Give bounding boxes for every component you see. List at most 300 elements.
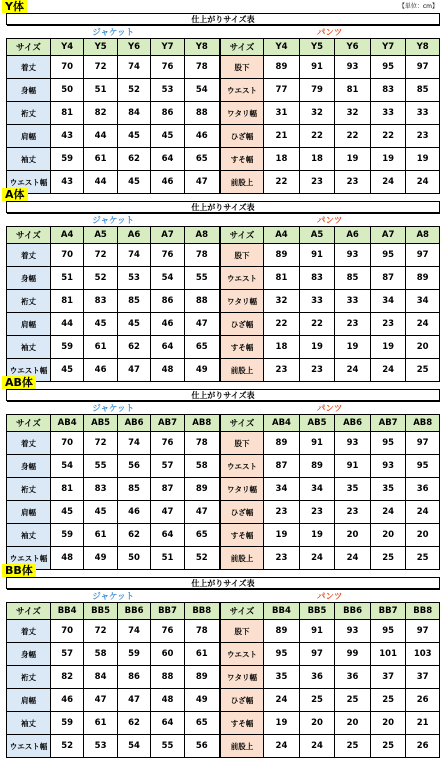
pants-value-cell: 89 [406,267,440,290]
jacket-value-cell: 78 [184,56,220,79]
table-title: 仕上がりサイズ表 [6,201,440,213]
section-label: A体 [2,188,28,201]
pants-value-cell: 91 [335,455,371,478]
table-row [7,432,440,455]
pants-value-cell: 25 [370,547,406,570]
pants-measure-label: 前股上 [220,359,264,382]
jacket-value-cell: 49 [184,359,220,382]
pants-size-header: BB5 [299,603,335,620]
pants-value-cell: 24 [406,501,440,524]
pants-value-cell: 81 [335,79,371,102]
jacket-measure-label: ウエスト幅 [7,171,51,194]
group-jacket: ジャケット [7,590,220,603]
pants-measure-label: すそ幅 [220,712,264,735]
jacket-size-header: A4 [50,227,83,244]
pants-value-cell: 25 [370,735,406,758]
table-row [7,501,440,524]
pants-value-cell: 18 [299,148,335,171]
table-row [7,102,440,125]
group-row [7,26,440,39]
jacket-value-cell: 47 [117,689,150,712]
pants-measure-label: ワタリ幅 [220,102,264,125]
table-row [7,267,440,290]
pants-value-cell: 33 [299,290,335,313]
pants-value-cell: 93 [335,56,371,79]
pants-value-cell: 93 [370,455,406,478]
jacket-value-cell: 76 [151,56,184,79]
group-row [7,214,440,227]
jacket-value-cell: 45 [117,313,150,336]
pants-value-cell: 22 [264,171,300,194]
jacket-value-cell: 59 [117,643,150,666]
pants-value-cell: 85 [406,79,440,102]
jacket-size-header: A7 [151,227,184,244]
jacket-value-cell: 81 [50,102,83,125]
pants-value-cell: 23 [370,313,406,336]
jacket-measure-label: 肩幅 [7,125,51,148]
jacket-value-cell: 47 [184,501,220,524]
jacket-value-cell: 53 [84,735,117,758]
jacket-value-cell: 48 [151,689,184,712]
size-header-row [7,603,440,620]
table-row [7,455,440,478]
jacket-value-cell: 70 [50,432,83,455]
table-row [7,125,440,148]
pants-value-cell: 95 [264,643,300,666]
pants-value-cell: 20 [335,712,371,735]
pants-measure-label: ウエスト [220,267,264,290]
pants-measure-label: 股下 [220,56,264,79]
pants-value-cell: 32 [264,290,300,313]
pants-value-cell: 24 [370,501,406,524]
pants-measure-label: ウエスト [220,455,264,478]
pants-measure-label: ウエスト [220,79,264,102]
pants-value-cell: 93 [335,244,371,267]
pants-value-cell: 25 [370,689,406,712]
jacket-value-cell: 83 [84,290,117,313]
pants-value-cell: 93 [335,620,371,643]
jacket-value-cell: 70 [50,244,83,267]
jacket-value-cell: 58 [84,643,117,666]
pants-measure-label: ワタリ幅 [220,666,264,689]
table-row [7,712,440,735]
jacket-value-cell: 43 [50,125,83,148]
jacket-value-cell: 61 [84,148,117,171]
jacket-value-cell: 82 [84,102,117,125]
pants-value-cell: 18 [264,148,300,171]
pants-measure-label: 股下 [220,432,264,455]
table-row [7,148,440,171]
jacket-value-cell: 46 [184,125,220,148]
jacket-value-cell: 64 [151,336,184,359]
jacket-value-cell: 88 [151,666,184,689]
jacket-value-cell: 74 [117,620,150,643]
pants-size-header: Y4 [264,39,300,56]
group-jacket: ジャケット [7,26,220,39]
pants-value-cell: 24 [406,171,440,194]
table-row [7,79,440,102]
jacket-value-cell: 43 [50,171,83,194]
jacket-measure-label: 着丈 [7,620,51,643]
jacket-value-cell: 47 [184,171,220,194]
jacket-value-cell: 45 [151,125,184,148]
pants-value-cell: 20 [370,712,406,735]
pants-value-cell: 95 [370,56,406,79]
pants-size-header: AB8 [406,415,440,432]
jacket-value-cell: 88 [184,102,220,125]
pants-value-cell: 20 [406,336,440,359]
jacket-size-header: AB6 [117,415,150,432]
table-row [7,478,440,501]
jacket-value-cell: 58 [184,455,220,478]
jacket-size-header: A5 [84,227,117,244]
pants-value-cell: 91 [299,56,335,79]
jacket-value-cell: 78 [184,432,220,455]
pants-measure-label: ワタリ幅 [220,290,264,313]
jacket-value-cell: 44 [84,171,117,194]
pants-value-cell: 99 [335,643,371,666]
pants-value-cell: 20 [299,712,335,735]
jacket-value-cell: 47 [84,689,117,712]
pants-size-header: A7 [370,227,406,244]
jacket-value-cell: 54 [151,267,184,290]
jacket-value-cell: 48 [151,359,184,382]
jacket-measure-label: 肩幅 [7,313,51,336]
pants-value-cell: 31 [264,102,300,125]
pants-value-cell: 22 [370,125,406,148]
section-label: BB体 [2,564,36,577]
jacket-value-cell: 72 [84,620,117,643]
pants-value-cell: 33 [406,102,440,125]
group-pants: パンツ [220,214,440,227]
pants-value-cell: 91 [299,620,335,643]
jacket-value-cell: 70 [50,620,83,643]
pants-value-cell: 24 [335,359,371,382]
pants-value-cell: 33 [335,290,371,313]
pants-value-cell: 97 [406,620,440,643]
jacket-value-cell: 49 [84,547,117,570]
group-pants: パンツ [220,26,440,39]
jacket-value-cell: 52 [84,267,117,290]
pants-size-header: BB8 [406,603,440,620]
table-row [7,359,440,382]
pants-value-cell: 87 [264,455,300,478]
jacket-value-cell: 50 [117,547,150,570]
jacket-value-cell: 61 [184,643,220,666]
size-table [6,213,440,382]
pants-value-cell: 23 [264,359,300,382]
pants-value-cell: 25 [335,689,371,712]
jacket-value-cell: 72 [84,432,117,455]
pants-value-cell: 19 [299,524,335,547]
size-section [6,13,440,194]
jacket-measure-label: ウエスト幅 [7,547,51,570]
jacket-value-cell: 57 [50,643,83,666]
pants-value-cell: 89 [299,455,335,478]
jacket-value-cell: 72 [84,56,117,79]
pants-value-cell: 37 [406,666,440,689]
jacket-value-cell: 86 [151,290,184,313]
pants-measure-label: 前股上 [220,547,264,570]
jacket-value-cell: 64 [151,148,184,171]
jacket-value-cell: 76 [151,432,184,455]
jacket-value-cell: 51 [50,267,83,290]
pants-value-cell: 87 [370,267,406,290]
pants-value-cell: 23 [264,501,300,524]
pants-value-cell: 83 [299,267,335,290]
jacket-size-header: AB7 [151,415,184,432]
jacket-value-cell: 54 [50,455,83,478]
pants-value-cell: 19 [406,148,440,171]
pants-value-cell: 22 [299,125,335,148]
pants-value-cell: 23 [406,125,440,148]
jacket-value-cell: 56 [117,455,150,478]
pants-value-cell: 20 [335,524,371,547]
section-label: AB体 [2,376,36,389]
pants-value-cell: 95 [370,244,406,267]
pants-size-header: BB6 [335,603,371,620]
pants-measure-label: 前股上 [220,171,264,194]
jacket-value-cell: 72 [84,244,117,267]
jacket-value-cell: 44 [84,125,117,148]
pants-measure-label: ひざ幅 [220,501,264,524]
pants-value-cell: 24 [299,735,335,758]
jacket-value-cell: 46 [50,689,83,712]
jacket-value-cell: 51 [151,547,184,570]
pants-value-cell: 79 [299,79,335,102]
pants-value-cell: 91 [299,244,335,267]
jacket-value-cell: 85 [117,478,150,501]
pants-value-cell: 19 [299,336,335,359]
pants-measure-label: すそ幅 [220,148,264,171]
jacket-value-cell: 89 [184,666,220,689]
jacket-measure-label: 袖丈 [7,524,51,547]
jacket-size-header: Y7 [151,39,184,56]
jacket-value-cell: 54 [117,735,150,758]
group-pants: パンツ [220,402,440,415]
table-row [7,171,440,194]
jacket-size-header: AB8 [184,415,220,432]
pants-value-cell: 23 [299,171,335,194]
jacket-value-cell: 45 [84,501,117,524]
pants-measure-label: ワタリ幅 [220,478,264,501]
pants-value-cell: 22 [264,313,300,336]
jacket-value-cell: 59 [50,336,83,359]
pants-value-cell: 37 [370,666,406,689]
pants-value-cell: 34 [264,478,300,501]
pants-value-cell: 23 [299,501,335,524]
jacket-value-cell: 56 [184,735,220,758]
pants-size-header: AB4 [264,415,300,432]
jacket-measure-label: 着丈 [7,432,51,455]
jacket-value-cell: 64 [151,712,184,735]
unit-note: 【単位：cm】 [398,3,438,10]
jacket-value-cell: 46 [151,313,184,336]
jacket-value-cell: 65 [184,524,220,547]
pants-value-cell: 22 [335,125,371,148]
table-row [7,666,440,689]
pants-value-cell: 25 [406,359,440,382]
jacket-value-cell: 46 [151,171,184,194]
size-label: サイズ [220,603,264,620]
jacket-size-header: Y4 [50,39,83,56]
pants-value-cell: 97 [406,244,440,267]
jacket-measure-label: 裄丈 [7,290,51,313]
pants-size-header: Y6 [335,39,371,56]
jacket-value-cell: 59 [50,524,83,547]
pants-size-header: Y7 [370,39,406,56]
table-row [7,244,440,267]
pants-size-header: AB7 [370,415,406,432]
jacket-size-header: BB7 [151,603,184,620]
size-label: サイズ [7,39,51,56]
pants-value-cell: 36 [406,478,440,501]
pants-value-cell: 23 [335,313,371,336]
pants-value-cell: 21 [264,125,300,148]
pants-value-cell: 36 [335,666,371,689]
pants-value-cell: 35 [370,478,406,501]
jacket-value-cell: 46 [84,359,117,382]
jacket-size-header: BB4 [50,603,83,620]
pants-value-cell: 83 [370,79,406,102]
pants-value-cell: 32 [335,102,371,125]
jacket-size-header: Y5 [84,39,117,56]
jacket-value-cell: 55 [184,267,220,290]
pants-value-cell: 25 [335,735,371,758]
table-title: 仕上がりサイズ表 [6,389,440,401]
jacket-value-cell: 52 [184,547,220,570]
jacket-measure-label: 袖丈 [7,148,51,171]
size-header-row [7,39,440,56]
jacket-value-cell: 55 [151,735,184,758]
jacket-measure-label: 袖丈 [7,712,51,735]
jacket-value-cell: 85 [117,290,150,313]
group-row [7,590,440,603]
table-row [7,547,440,570]
jacket-value-cell: 53 [151,79,184,102]
jacket-value-cell: 61 [84,336,117,359]
pants-value-cell: 24 [299,547,335,570]
size-label: サイズ [220,415,264,432]
jacket-value-cell: 87 [151,478,184,501]
size-table [6,401,440,570]
pants-value-cell: 35 [264,666,300,689]
jacket-value-cell: 84 [117,102,150,125]
jacket-value-cell: 52 [117,79,150,102]
jacket-value-cell: 86 [117,666,150,689]
jacket-measure-label: ウエスト幅 [7,735,51,758]
table-title: 仕上がりサイズ表 [6,577,440,589]
pants-value-cell: 19 [370,148,406,171]
jacket-size-header: Y6 [117,39,150,56]
jacket-value-cell: 74 [117,432,150,455]
size-table [6,589,440,758]
jacket-value-cell: 45 [84,313,117,336]
pants-size-header: A4 [264,227,300,244]
pants-value-cell: 23 [264,547,300,570]
pants-value-cell: 97 [299,643,335,666]
pants-value-cell: 25 [299,689,335,712]
jacket-value-cell: 88 [184,290,220,313]
jacket-measure-label: 袖丈 [7,336,51,359]
jacket-measure-label: 着丈 [7,244,51,267]
pants-value-cell: 19 [264,712,300,735]
pants-value-cell: 89 [264,56,300,79]
jacket-size-header: A6 [117,227,150,244]
jacket-value-cell: 54 [184,79,220,102]
pants-value-cell: 19 [335,148,371,171]
pants-value-cell: 26 [406,735,440,758]
jacket-value-cell: 46 [117,501,150,524]
table-row [7,336,440,359]
jacket-value-cell: 65 [184,712,220,735]
pants-measure-label: 前股上 [220,735,264,758]
jacket-measure-label: 肩幅 [7,689,51,712]
size-header-row [7,415,440,432]
pants-value-cell: 36 [299,666,335,689]
pants-size-header: AB5 [299,415,335,432]
jacket-measure-label: 肩幅 [7,501,51,524]
jacket-value-cell: 45 [117,171,150,194]
size-section [6,577,440,758]
group-pants: パンツ [220,590,440,603]
jacket-size-header: BB6 [117,603,150,620]
jacket-measure-label: 身幅 [7,79,51,102]
jacket-value-cell: 47 [184,313,220,336]
jacket-value-cell: 65 [184,148,220,171]
section-label: Y体 [2,0,27,13]
jacket-value-cell: 47 [117,359,150,382]
pants-measure-label: ひざ幅 [220,689,264,712]
pants-value-cell: 18 [264,336,300,359]
pants-measure-label: ウエスト [220,643,264,666]
pants-value-cell: 33 [370,102,406,125]
pants-value-cell: 77 [264,79,300,102]
jacket-value-cell: 62 [117,148,150,171]
jacket-size-header: BB8 [184,603,220,620]
pants-measure-label: ひざ幅 [220,313,264,336]
pants-value-cell: 34 [299,478,335,501]
group-row [7,402,440,415]
size-label: サイズ [7,227,51,244]
jacket-value-cell: 65 [184,336,220,359]
jacket-measure-label: 身幅 [7,267,51,290]
pants-value-cell: 23 [335,501,371,524]
jacket-measure-label: 着丈 [7,56,51,79]
pants-value-cell: 34 [406,290,440,313]
size-label: サイズ [7,415,51,432]
size-label: サイズ [220,227,264,244]
pants-value-cell: 95 [370,620,406,643]
jacket-value-cell: 81 [50,290,83,313]
pants-value-cell: 34 [370,290,406,313]
jacket-value-cell: 78 [184,244,220,267]
jacket-measure-label: 裄丈 [7,666,51,689]
pants-value-cell: 81 [264,267,300,290]
pants-value-cell: 23 [335,171,371,194]
jacket-value-cell: 84 [84,666,117,689]
jacket-size-header: A8 [184,227,220,244]
jacket-value-cell: 81 [50,478,83,501]
table-row [7,689,440,712]
jacket-value-cell: 89 [184,478,220,501]
pants-size-header: Y8 [406,39,440,56]
pants-value-cell: 91 [299,432,335,455]
table-row [7,620,440,643]
pants-value-cell: 97 [406,432,440,455]
pants-measure-label: すそ幅 [220,336,264,359]
jacket-value-cell: 52 [50,735,83,758]
